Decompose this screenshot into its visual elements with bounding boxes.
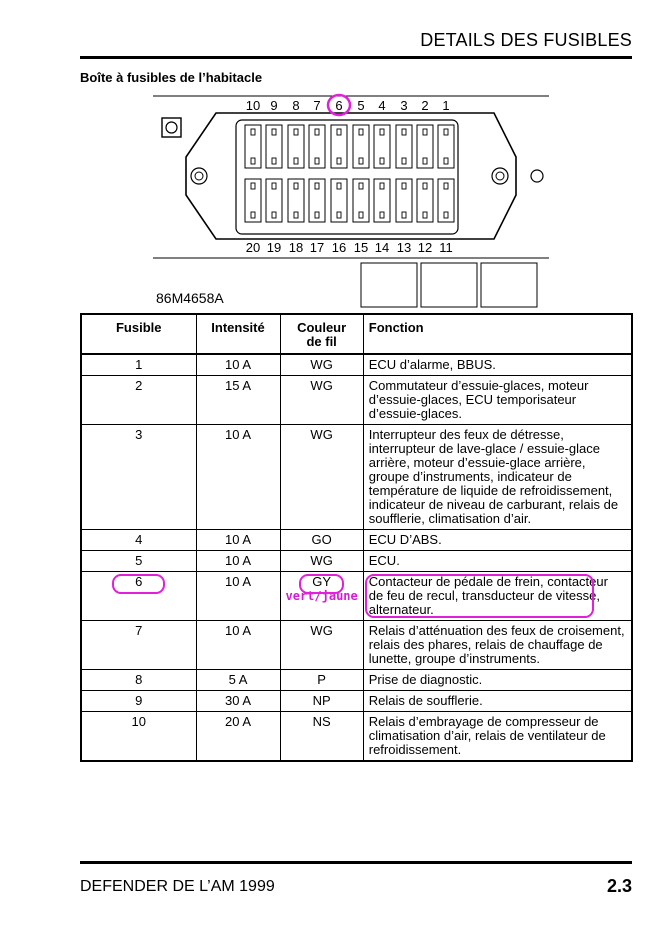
amperage-cell-text: 10 A bbox=[224, 553, 252, 568]
wire-color-annotation: vert/jaune bbox=[285, 589, 358, 603]
table-row bbox=[81, 425, 632, 530]
fuse-number-cell-text: 10 bbox=[131, 714, 146, 729]
top-fuse-number: 4 bbox=[378, 98, 386, 113]
function-cell bbox=[363, 621, 632, 670]
fuse-number-cell bbox=[81, 712, 196, 762]
wire-color-cell-text: NS bbox=[312, 714, 331, 729]
wire-color-cell-text: WG bbox=[310, 623, 333, 638]
relay-box-3 bbox=[481, 263, 537, 307]
table-row bbox=[81, 551, 632, 572]
fuse-slot bbox=[288, 179, 304, 222]
top-fuse-number: 10 bbox=[245, 98, 261, 113]
fuse-number-cell-text: 3 bbox=[135, 427, 143, 442]
table-row bbox=[81, 530, 632, 551]
bottom-fuse-number: 15 bbox=[353, 240, 369, 255]
fuse-number-cell-text: 6 bbox=[135, 574, 143, 589]
bottom-fuse-number: 18 bbox=[288, 240, 304, 255]
function-cell-text: Prise de diagnostic. bbox=[368, 672, 483, 687]
amperage-cell bbox=[196, 670, 280, 691]
amperage-cell-text: 30 A bbox=[224, 693, 252, 708]
function-cell-text: Relais d’embrayage de compresseur de climatisation d’air, relais de ventilateur de refroidissement. bbox=[368, 714, 606, 757]
bottom-fuse-number: 17 bbox=[309, 240, 325, 255]
function-cell bbox=[363, 551, 632, 572]
fuse-number-cell bbox=[81, 530, 196, 551]
function-cell bbox=[363, 712, 632, 762]
top-fuse-number: 9 bbox=[270, 98, 278, 113]
wire-color-cell bbox=[280, 551, 363, 572]
relay-box-1 bbox=[361, 263, 417, 307]
amperage-cell bbox=[196, 425, 280, 530]
fuse-slot bbox=[309, 125, 325, 168]
top-fuse-number: 2 bbox=[421, 98, 429, 113]
top-fuse-number: 6 bbox=[335, 98, 343, 113]
page-header-title: DETAILS DES FUSIBLES bbox=[420, 30, 632, 50]
bottom-fuse-numbers bbox=[246, 240, 453, 255]
col-header-function: Fonction bbox=[363, 314, 632, 354]
amperage-cell bbox=[196, 712, 280, 762]
wire-color-cell bbox=[280, 712, 363, 762]
square-screw-icon bbox=[162, 118, 181, 137]
fuse-slot bbox=[374, 125, 390, 168]
table-row bbox=[81, 572, 632, 621]
fuse-slot bbox=[374, 179, 390, 222]
amperage-cell bbox=[196, 354, 280, 376]
amperage-cell-text: 10 A bbox=[224, 532, 252, 547]
wire-color-cell bbox=[280, 691, 363, 712]
footer-page-number: 2.3 bbox=[606, 876, 632, 896]
wire-color-cell bbox=[280, 425, 363, 530]
fuse-slot bbox=[417, 125, 433, 168]
fuse-number-cell bbox=[81, 425, 196, 530]
function-cell bbox=[363, 376, 632, 425]
wire-color-cell bbox=[280, 670, 363, 691]
right-mount-screw-inner-icon bbox=[496, 172, 504, 180]
screw-head-icon bbox=[166, 122, 177, 133]
function-cell bbox=[363, 670, 632, 691]
bottom-fuse-number: 16 bbox=[331, 240, 347, 255]
fuse-slot bbox=[438, 179, 454, 222]
diagram-code: 86M4658A bbox=[156, 290, 224, 306]
wire-color-cell bbox=[280, 530, 363, 551]
fuse-slot bbox=[245, 125, 261, 168]
function-cell-text: Commutateur d’essuie-glaces, moteur d’essuie-glaces, ECU temporisateur d’essuie-glaces. bbox=[368, 378, 589, 421]
fuse-number-cell bbox=[81, 572, 196, 621]
col-header-fuse: Fusible bbox=[81, 314, 196, 354]
wire-color-cell-text: WG bbox=[310, 427, 333, 442]
table-row bbox=[81, 621, 632, 670]
function-cell-text: Contacteur de pédale de frein, contacteur de feu de recul, transducteur de vitesse, alternateur. bbox=[368, 574, 608, 617]
fuse-number-cell bbox=[81, 551, 196, 572]
top-fuse-number: 8 bbox=[292, 98, 300, 113]
amperage-cell-text: 10 A bbox=[224, 357, 252, 372]
amperage-cell bbox=[196, 376, 280, 425]
left-mount-screw-icon bbox=[191, 168, 207, 184]
right-mount-screw-icon bbox=[492, 168, 508, 184]
function-cell-text: ECU d’alarme, BBUS. bbox=[368, 357, 496, 372]
amperage-cell-text: 20 A bbox=[224, 714, 252, 729]
footer-rule bbox=[80, 861, 632, 864]
fuse-number-cell bbox=[81, 621, 196, 670]
fuse-table bbox=[80, 313, 633, 762]
amperage-cell-text: 5 A bbox=[228, 672, 248, 687]
amperage-cell-text: 15 A bbox=[224, 378, 252, 393]
fuse-slot bbox=[309, 179, 325, 222]
table-row bbox=[81, 712, 632, 762]
function-cell bbox=[363, 691, 632, 712]
top-fuse-number: 7 bbox=[313, 98, 321, 113]
fuse-box-diagram bbox=[0, 0, 668, 310]
wire-color-cell-text: WG bbox=[310, 378, 333, 393]
top-fuse-number: 5 bbox=[357, 98, 365, 113]
fuse-slot bbox=[288, 125, 304, 168]
wire-color-cell-text: NP bbox=[312, 693, 331, 708]
col-header-amperage: Intensité bbox=[196, 314, 280, 354]
function-cell-text: ECU. bbox=[368, 553, 400, 568]
wire-color-cell bbox=[280, 621, 363, 670]
wire-color-cell-text: WG bbox=[310, 357, 333, 372]
fuse-slot bbox=[266, 125, 282, 168]
wire-color-cell-text: WG bbox=[310, 553, 333, 568]
function-cell bbox=[363, 425, 632, 530]
table-header-row bbox=[81, 314, 632, 354]
wire-color-cell bbox=[280, 376, 363, 425]
fuse-slots bbox=[245, 125, 454, 222]
fuse-number-cell-text: 1 bbox=[135, 357, 143, 372]
function-cell bbox=[363, 530, 632, 551]
col-header-wire-color bbox=[280, 314, 363, 354]
amperage-cell bbox=[196, 621, 280, 670]
fuse-number-cell bbox=[81, 691, 196, 712]
amperage-cell bbox=[196, 530, 280, 551]
bottom-fuse-number: 12 bbox=[417, 240, 433, 255]
function-cell-text: Relais d’atténuation des feux de croisement, relais des phares, relais de chauffage de lunette, groupe d’instruments. bbox=[368, 623, 625, 666]
fuse-slot bbox=[245, 179, 261, 222]
wire-color-cell bbox=[280, 572, 363, 621]
function-cell-text: Interrupteur des feux de détresse, interrupteur de lave-glace / essuie-glace arrière, moteur d’essuie-glace arrière, groupe d’instruments, indicateur de température de liquide de refroidissement, indicateur de niveau de carburant, relais de soufflerie, climatisation d’air. bbox=[368, 427, 619, 526]
col-header-wire-color-line2: de fil bbox=[306, 334, 337, 349]
amperage-cell bbox=[196, 551, 280, 572]
fuse-number-cell-text: 7 bbox=[135, 623, 143, 638]
fuse-slot bbox=[353, 179, 369, 222]
fuse-number-cell bbox=[81, 354, 196, 376]
table-row bbox=[81, 670, 632, 691]
function-cell-text: Relais de soufflerie. bbox=[368, 693, 483, 708]
bottom-fuse-number: 11 bbox=[439, 240, 453, 255]
fuse-number-cell-text: 9 bbox=[135, 693, 143, 708]
fuse-slot bbox=[417, 179, 433, 222]
bottom-fuse-number: 13 bbox=[396, 240, 412, 255]
function-cell bbox=[363, 572, 632, 621]
fuse-slot bbox=[438, 125, 454, 168]
function-cell bbox=[363, 354, 632, 376]
table-row bbox=[81, 691, 632, 712]
top-fuse-number: 1 bbox=[442, 98, 450, 113]
wire-color-cell bbox=[280, 354, 363, 376]
wire-color-cell-text: GO bbox=[311, 532, 332, 547]
fuse-slot bbox=[396, 125, 412, 168]
amperage-cell bbox=[196, 572, 280, 621]
amperage-cell-text: 10 A bbox=[224, 427, 252, 442]
left-mount-screw-inner-icon bbox=[195, 172, 203, 180]
fuse-number-cell-text: 5 bbox=[135, 553, 143, 568]
bottom-fuse-number: 14 bbox=[374, 240, 390, 255]
fuse-slot bbox=[331, 179, 347, 222]
function-cell-text: ECU D’ABS. bbox=[368, 532, 442, 547]
wire-color-cell-text: P bbox=[317, 672, 326, 687]
table-row bbox=[81, 376, 632, 425]
table-row bbox=[81, 354, 632, 376]
fuse-slot bbox=[396, 179, 412, 222]
wire-color-cell-text: GY bbox=[312, 574, 332, 589]
fuse-number-cell bbox=[81, 376, 196, 425]
fuse-slot bbox=[331, 125, 347, 168]
relay-box-2 bbox=[421, 263, 477, 307]
amperage-cell-text: 10 A bbox=[224, 574, 252, 589]
col-header-wire-color-line1: Couleur bbox=[297, 320, 347, 335]
fuse-slot bbox=[266, 179, 282, 222]
fuse-number-cell-text: 4 bbox=[135, 532, 143, 547]
section-title: Boîte à fusibles de l’habitacle bbox=[80, 70, 263, 85]
amperage-cell-text: 10 A bbox=[224, 623, 252, 638]
fuse-slot bbox=[353, 125, 369, 168]
fuse-number-cell bbox=[81, 670, 196, 691]
bottom-fuse-number: 19 bbox=[266, 240, 282, 255]
hole-icon bbox=[531, 170, 543, 182]
fuse-number-cell-text: 2 bbox=[135, 378, 143, 393]
fuse-number-cell-text: 8 bbox=[135, 672, 143, 687]
footer-document-title: DEFENDER DE L’AM 1999 bbox=[80, 878, 275, 895]
amperage-cell bbox=[196, 691, 280, 712]
bottom-fuse-number: 20 bbox=[245, 240, 261, 255]
top-fuse-number: 3 bbox=[400, 98, 408, 113]
